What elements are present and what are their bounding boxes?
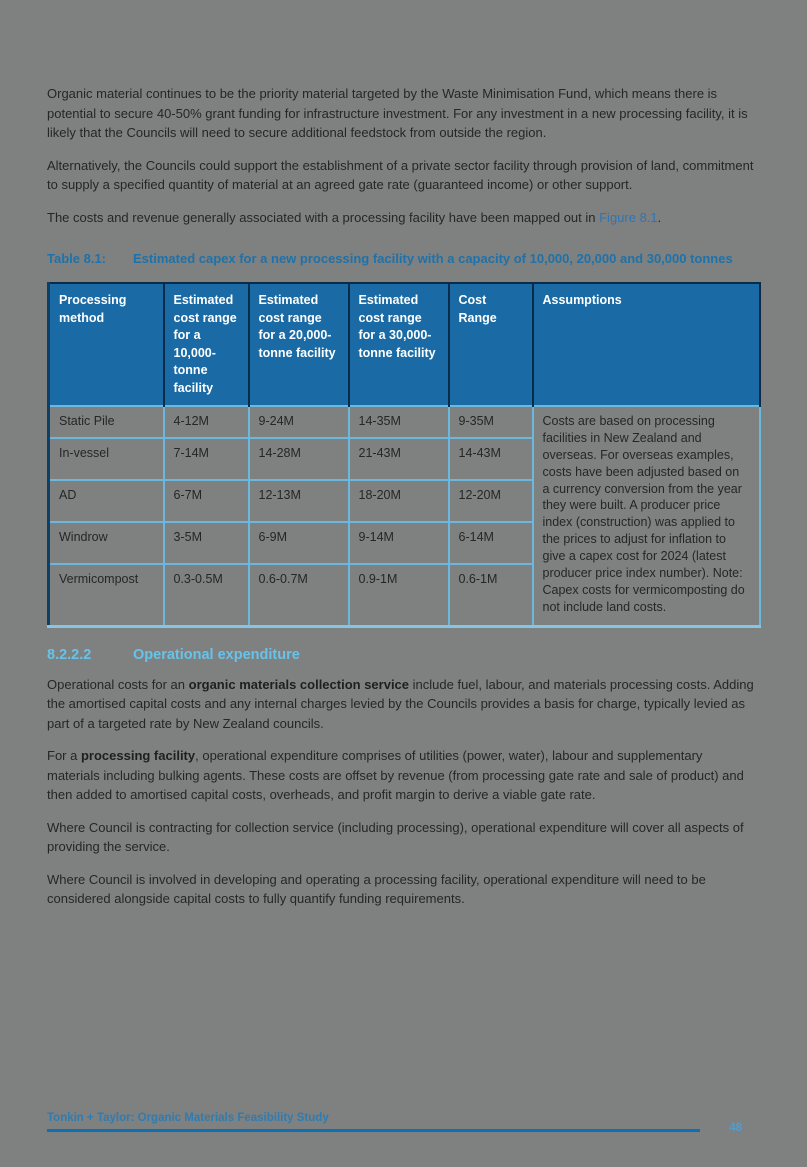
cost-cell: 9-35M <box>449 406 533 438</box>
cost-cell: 7-14M <box>164 438 249 480</box>
row-label-static-pile: Static Pile <box>49 406 164 438</box>
cost-cell: 12-13M <box>249 480 349 522</box>
header-cost-30k: Estimated cost range for a 30,000-tonne facility <box>349 283 449 406</box>
opex-p2-text-cont: , operational expenditure comprises of utilities (power, water), labour and supplementary materials including bulking agents. These costs are offset by revenue (from processing gate rate and sale of product) and then added to amortised capital costs, overheads, and profit margin to derive a viable gate rate. <box>47 748 744 802</box>
cost-cell: 9-14M <box>349 522 449 564</box>
cost-cell: 14-28M <box>249 438 349 480</box>
opex-paragraph-4: Where Council is involved in developing and operating a processing facility, operational expenditure will need to be considered alongside capital costs to fully quantify funding requirements. <box>47 871 706 906</box>
table-caption <box>47 249 758 268</box>
header-assumptions: Assumptions <box>533 283 760 406</box>
cost-cell: 4-12M <box>164 406 249 438</box>
opex-paragraph-2 <box>47 746 758 805</box>
section-title: Operational expenditure <box>133 646 300 663</box>
cost-cell: 6-7M <box>164 480 249 522</box>
footer-rule <box>47 1129 700 1132</box>
cost-cell: 0.9-1M <box>349 564 449 626</box>
cost-cell: 3-5M <box>164 522 249 564</box>
table-caption-text: Estimated capex for a new processing facility with a capacity of 10,000, 20,000 and 30,000 tonnes <box>133 251 733 266</box>
table-caption-label: Table 8.1: <box>47 251 107 266</box>
cost-cell: 6-14M <box>449 522 533 564</box>
opex-p2-text: For a <box>47 748 81 763</box>
cost-cell: 18-20M <box>349 480 449 522</box>
table-row-static-pile <box>49 406 760 438</box>
row-label-in-vessel: In-vessel <box>49 438 164 480</box>
assumptions-cell: Costs are based on processing facilities in New Zealand and overseas. For overseas examples, costs have been adjusted based on a currency conversion from the year they were built. A producer price index (construction) was applied to the prices to adjust for inflation to give a capex cost for 2024 (latest producer price index number). Note: Capex costs for vermicomposting do not include land costs. <box>533 406 760 626</box>
capex-table <box>47 282 761 628</box>
section-number: 8.2.2.2 <box>47 646 92 663</box>
figure-8-1-link[interactable]: Figure 8.1 <box>599 209 658 225</box>
row-label-ad: AD <box>49 480 164 522</box>
opex-p2-bold-phrase: processing facility <box>80 748 196 763</box>
opex-p1-bold-phrase: organic materials collection service <box>188 676 410 692</box>
intro-paragraph-2: Alternatively, the Councils could support the establishment of a private sector facility through provision of land, commitment to supply a specified quantity of material at an agreed gate rate (guaranteed income) or other support. <box>47 157 754 192</box>
cost-cell: 6-9M <box>249 522 349 564</box>
row-label-windrow: Windrow <box>49 522 164 564</box>
cost-cell: 0.6-1M <box>449 564 533 626</box>
header-cost-10k: Estimated cost range for a 10,000-tonne facility <box>164 283 249 406</box>
page-number: 48 <box>729 1122 742 1134</box>
section-heading-8-2-2-2 <box>47 647 758 663</box>
header-cost-20k: Estimated cost range for a 20,000-tonne facility <box>249 283 349 406</box>
intro-paragraph-3-text: The costs and revenue generally associated with a processing facility have been mapped out in <box>47 209 600 225</box>
row-label-vermicompost: Vermicompost <box>49 564 164 626</box>
cost-cell: 9-24M <box>249 406 349 438</box>
opex-p1-text-cont: include fuel, labour, and materials processing costs. Adding the amortised capital costs and any internal charges levied by the Councils provides a basis for charge, typically levied as part of a targeted rate by New Zealand councils. <box>47 676 754 731</box>
opex-paragraph-1 <box>47 675 758 734</box>
cost-cell: 0.6-0.7M <box>249 564 349 626</box>
page-footer <box>47 1112 758 1132</box>
page-content <box>47 84 758 922</box>
intro-paragraph-3 <box>47 208 758 228</box>
footer-doc-title: Tonkin + Taylor: Organic Materials Feasibility Study <box>47 1112 329 1124</box>
header-cost-range: Cost Range <box>449 283 533 406</box>
table-header-row <box>49 283 760 406</box>
opex-p1-text: Operational costs for an <box>47 676 189 692</box>
cost-cell: 21-43M <box>349 438 449 480</box>
intro-paragraph-3-period: . <box>657 209 662 225</box>
opex-paragraph-3: Where Council is contracting for collection service (including processing), operational expenditure will cover all aspects of providing the service. <box>47 819 744 854</box>
cost-cell: 12-20M <box>449 480 533 522</box>
header-processing-method: Processing method <box>49 283 164 406</box>
cost-cell: 0.3-0.5M <box>164 564 249 626</box>
cost-cell: 14-35M <box>349 406 449 438</box>
cost-cell: 14-43M <box>449 438 533 480</box>
intro-paragraph-1: Organic material continues to be the priority material targeted by the Waste Minimisation Fund, which means there is potential to secure 40-50% grant funding for infrastructure investment. For any investment in a new processing facility, it is likely that the Councils will need to secure additional feedstock from outside the region. <box>47 86 748 140</box>
